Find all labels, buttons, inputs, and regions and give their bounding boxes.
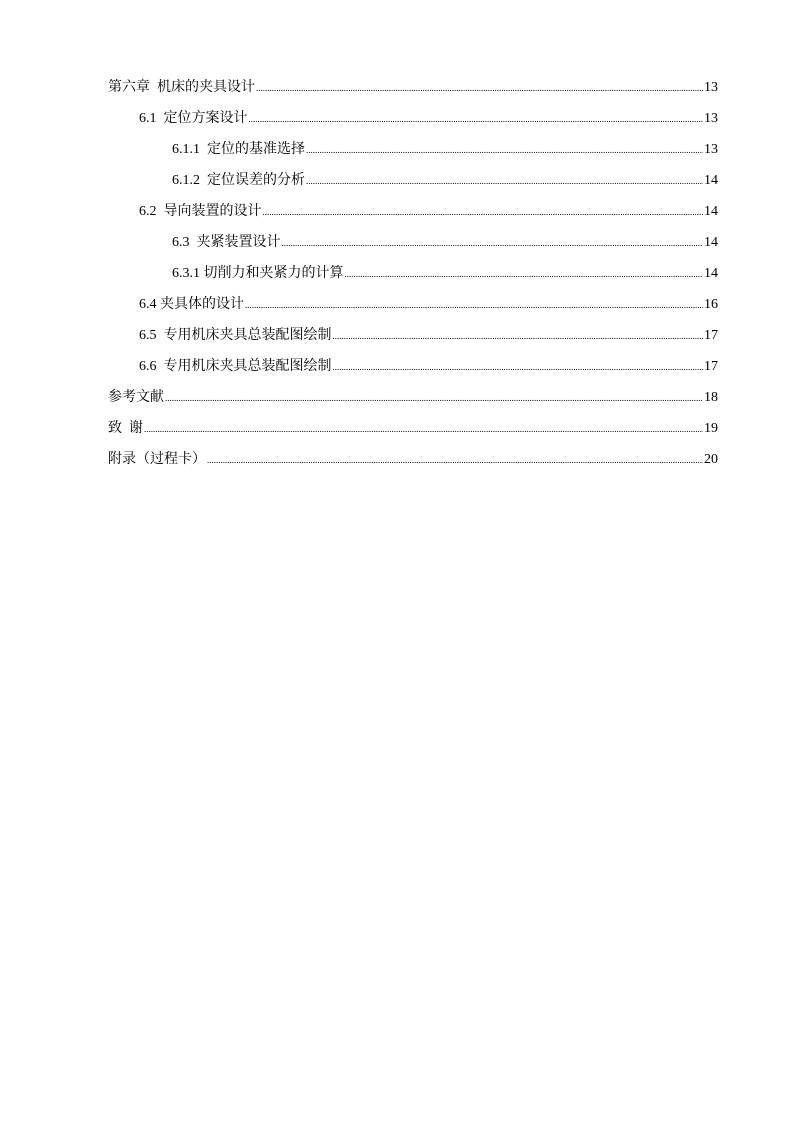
toc-entry-references[interactable] <box>108 382 718 413</box>
toc-entry-page-number: 20 <box>704 452 718 467</box>
dot-leader <box>306 135 703 166</box>
toc-entry-label: 致 谢 <box>108 421 143 436</box>
dot-leader <box>207 445 703 476</box>
toc-entry-page-number: 17 <box>704 328 718 343</box>
dot-leader <box>245 290 703 321</box>
toc-entry-label: 6.1.1 定位的基准选择 <box>172 142 305 157</box>
toc-entry-6-6[interactable] <box>108 351 718 382</box>
toc-entry-6-1-2[interactable] <box>108 165 718 196</box>
toc-entry-page-number: 17 <box>704 359 718 374</box>
toc-entry-6-1[interactable] <box>108 103 718 134</box>
toc-entry-page-number: 14 <box>704 235 718 250</box>
toc-entry-page-number: 14 <box>704 266 718 281</box>
toc-entry-label: 6.1 定位方案设计 <box>139 111 248 126</box>
dot-leader <box>249 104 704 135</box>
dot-leader <box>144 414 703 445</box>
toc-entry-page-number: 13 <box>704 80 718 95</box>
toc-entry-label: 6.3 夹紧装置设计 <box>172 235 281 250</box>
toc-entry-acknowledgements[interactable] <box>108 413 718 444</box>
toc-entry-appendix[interactable] <box>108 444 718 475</box>
toc-entry-label: 附录（过程卡） <box>108 452 206 467</box>
dot-leader <box>256 73 703 104</box>
toc-entry-6-3-1[interactable] <box>108 258 718 289</box>
toc-entry-label: 6.2 导向装置的设计 <box>139 204 262 219</box>
dot-leader <box>333 352 704 383</box>
dot-leader <box>306 166 703 197</box>
toc-entry-page-number: 19 <box>704 421 718 436</box>
toc-entry-6-1-1[interactable] <box>108 134 718 165</box>
toc-entry-label: 第六章 机床的夹具设计 <box>108 80 255 95</box>
dot-leader <box>263 197 704 228</box>
toc-entry-6-3[interactable] <box>108 227 718 258</box>
dot-leader <box>333 321 704 352</box>
toc-entry-page-number: 14 <box>704 204 718 219</box>
toc-entry-label: 参考文献 <box>108 390 164 405</box>
toc-entry-6-2[interactable] <box>108 196 718 227</box>
toc-entry-page-number: 13 <box>704 111 718 126</box>
toc-entry-label: 6.5 专用机床夹具总装配图绘制 <box>139 328 332 343</box>
dot-leader <box>345 259 704 290</box>
toc-entry-page-number: 18 <box>704 390 718 405</box>
table-of-contents <box>108 72 718 475</box>
toc-entry-label: 6.3.1 切削力和夹紧力的计算 <box>172 266 344 281</box>
toc-entry-6-4[interactable] <box>108 289 718 320</box>
toc-entry-page-number: 16 <box>704 297 718 312</box>
toc-entry-chapter-6[interactable] <box>108 72 718 103</box>
toc-entry-page-number: 13 <box>704 142 718 157</box>
toc-entry-label: 6.4 夹具体的设计 <box>139 297 244 312</box>
dot-leader <box>165 383 703 414</box>
toc-entry-label: 6.1.2 定位误差的分析 <box>172 173 305 188</box>
toc-entry-page-number: 14 <box>704 173 718 188</box>
dot-leader <box>282 228 704 259</box>
toc-entry-label: 6.6 专用机床夹具总装配图绘制 <box>139 359 332 374</box>
toc-entry-6-5[interactable] <box>108 320 718 351</box>
